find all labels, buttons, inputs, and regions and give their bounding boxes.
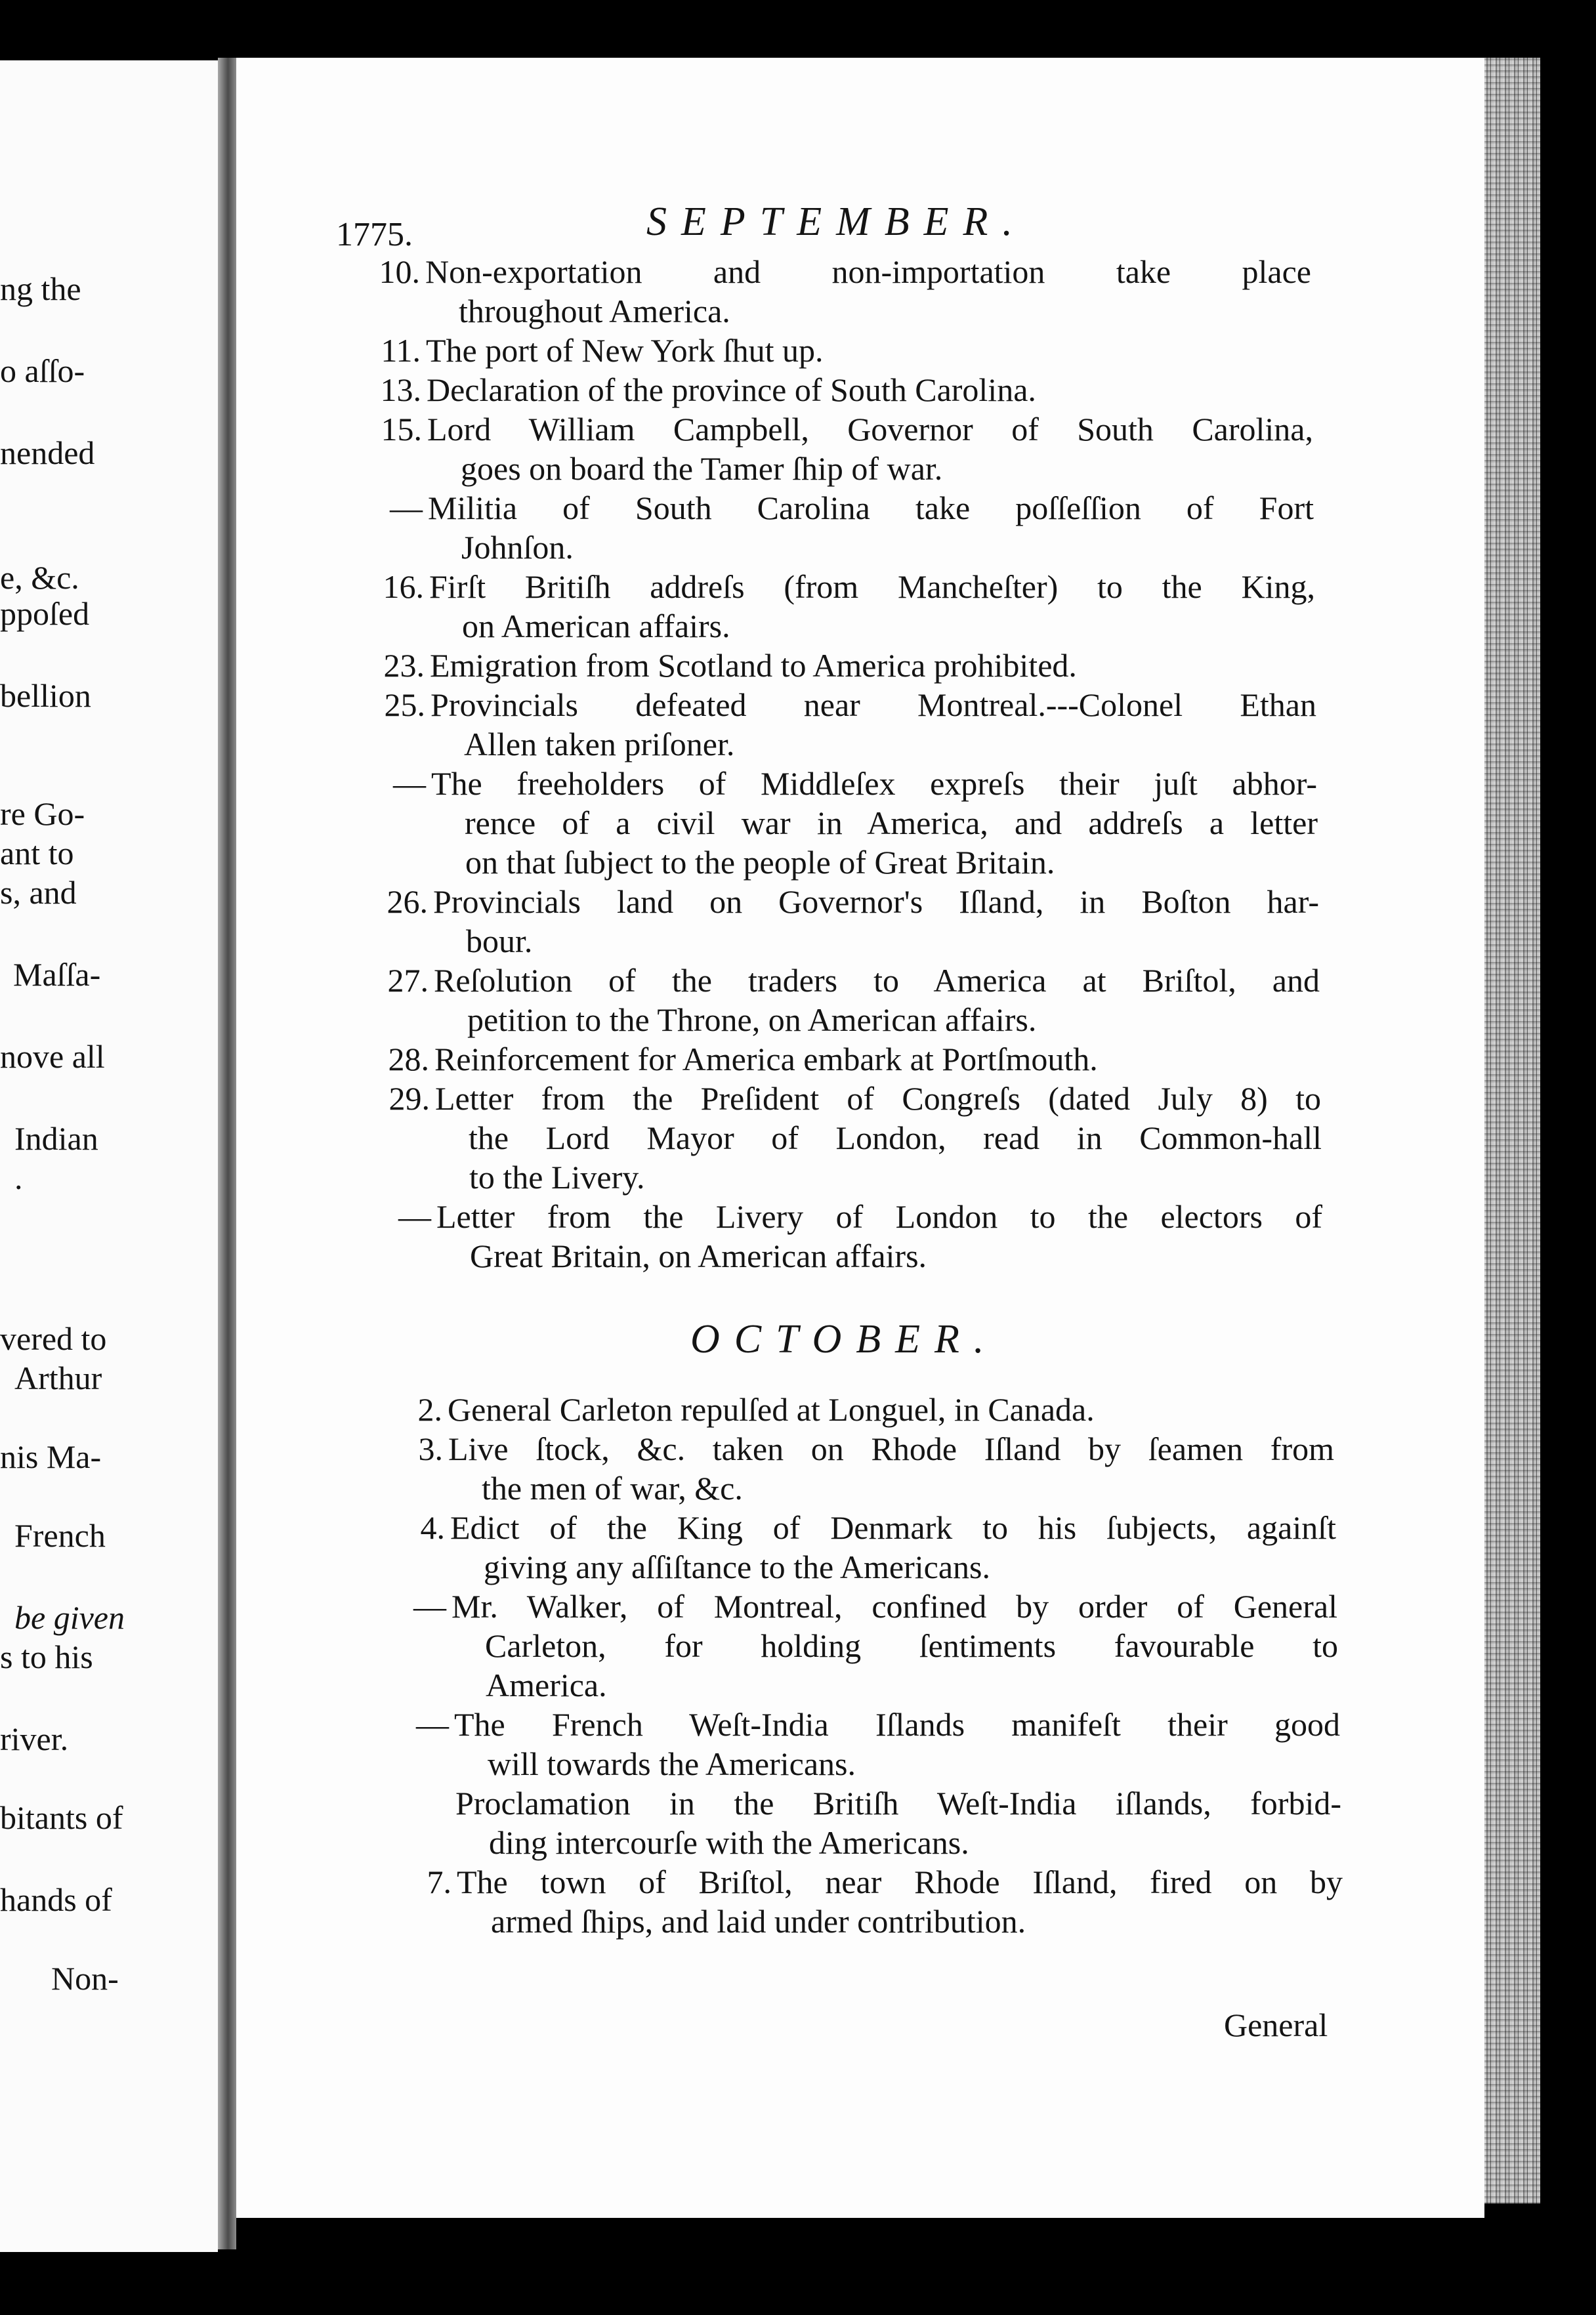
entry-text-line: on American affairs. (462, 608, 730, 644)
catchword: General (1224, 2007, 1328, 2043)
page-year: 1775. (336, 216, 413, 253)
entry-text-line: to the Livery. (469, 1159, 645, 1196)
entry-day: 28. (388, 1041, 429, 1077)
entry-day: — (416, 1706, 449, 1743)
left-page-fragment: Indian (14, 1120, 98, 1157)
page-edges (1484, 58, 1540, 2203)
entry-text-line: Allen taken priſoner. (464, 726, 735, 762)
left-page-fragment: . (14, 1159, 23, 1196)
entry-day: 11. (381, 332, 421, 369)
entry-text-line: Great Britain, on American affairs. (470, 1238, 927, 1274)
page-content (236, 58, 1484, 2218)
left-page-fragment: Maſſa- (13, 956, 101, 993)
entry-text-line: Live ſtock, &c. taken on Rhode Iſland by ſeamen from (448, 1430, 1334, 1467)
entry-text-line: Carleton, for holding ſentiments favourable to (485, 1627, 1338, 1664)
entry-text-line: General Carleton repulſed at Longuel, in Canada. (448, 1391, 1095, 1428)
entry-text-line: Letter from the Preſident of Congreſs (dated July 8) to (435, 1080, 1321, 1117)
left-page-fragment: bitants of (0, 1799, 123, 1836)
entry-text-line: Non-exportation and non-importation take place (425, 253, 1311, 290)
book-gutter (218, 58, 236, 2249)
left-page-fragment: o aſſo- (0, 352, 85, 389)
entry-text-line: Militia of South Carolina take poſſeſſion of Fort (428, 490, 1314, 526)
right-page (236, 58, 1484, 2218)
entry-text-line: armed ſhips, and laid under contribution. (491, 1903, 1026, 1940)
entry-day: 2. (417, 1391, 442, 1428)
entry-text-line: Reinforcement for America embark at Portſmouth. (434, 1041, 1098, 1077)
left-page-fragment: nis Ma- (0, 1438, 102, 1475)
left-page-fragment: hands of (0, 1881, 112, 1918)
left-page-fragment: s, and (0, 874, 77, 911)
entry-text-line: The town of Briſtol, near Rhode Iſland, fired on by (457, 1864, 1343, 1900)
left-page-fragment: ng the (0, 270, 81, 307)
left-page-fragment: French (14, 1517, 106, 1554)
entry-text-line: The port of New York ſhut up. (426, 332, 824, 369)
entry-text-line: Reſolution of the traders to America at Briſtol, and (434, 962, 1320, 999)
entry-day: 25. (384, 686, 425, 723)
entry-text-line: goes on board the Tamer ſhip of war. (461, 450, 943, 487)
entry-text-line: will towards the Americans. (488, 1745, 856, 1782)
entry-text-line: Declaration of the province of South Carolina. (427, 371, 1036, 408)
left-page-fragment: nove all (0, 1038, 105, 1075)
entry-day: 7. (427, 1864, 452, 1900)
entry-day: 15. (381, 411, 422, 448)
left-page-fragment: be given (14, 1599, 125, 1636)
entry-text-line: The French Weſt-India Iſlands manifeſt their good (454, 1706, 1340, 1743)
left-page-fragment: Non- (51, 1960, 119, 1997)
entry-text-line: Mr. Walker, of Montreal, confined by order of General (452, 1588, 1337, 1625)
entry-day: — (413, 1588, 446, 1625)
entry-text-line: petition to the Throne, on American affairs. (467, 1001, 1037, 1038)
entry-day: 10. (379, 253, 420, 290)
left-page-fragment: vered to (0, 1320, 107, 1357)
entry-day: 29. (388, 1080, 430, 1117)
entry-day: 13. (380, 371, 421, 408)
entry-text-line: bour. (466, 923, 533, 959)
entry-text-line: the Lord Mayor of London, read in Common-hall (469, 1119, 1322, 1156)
left-page-fragment: ppoſed (0, 595, 90, 632)
entry-text-line: ding intercourſe with the Americans. (489, 1824, 969, 1861)
entry-text-line: Provincials defeated near Montreal.---Colonel Ethan (430, 686, 1316, 723)
entry-text-line: throughout America. (459, 293, 730, 329)
entry-day: 16. (383, 568, 424, 605)
entry-day: — (393, 765, 426, 802)
left-page-fragment: ant to (0, 835, 74, 871)
entry-text-line: Emigration from Scotland to America prohibited. (430, 647, 1077, 684)
entry-text-line: Johnſon. (461, 529, 574, 566)
left-page (0, 60, 218, 2252)
entry-day: — (390, 490, 423, 526)
left-page-fragment: re Go- (0, 795, 85, 832)
entry-text-line: Letter from the Livery of London to the electors of (436, 1198, 1322, 1235)
entry-text-line: America. (486, 1667, 607, 1703)
left-page-fragment: e, &c. (0, 559, 79, 596)
entry-day: 27. (387, 962, 429, 999)
entry-text-line: Proclamation in the Britiſh Weſt-India iſlands, forbid- (455, 1785, 1341, 1822)
entry-day: 4. (420, 1509, 445, 1546)
left-page-fragment: nended (0, 434, 95, 471)
month-heading-september: SEPTEMBER. (646, 199, 1027, 244)
entry-text-line: Lord William Campbell, Governor of South Carolina, (427, 411, 1313, 448)
left-page-fragment: river. (0, 1721, 69, 1757)
month-heading-october: OCTOBER. (690, 1317, 999, 1362)
entry-day: 3. (418, 1430, 443, 1467)
entry-text-line: on that ſubject to the people of Great Britain. (465, 844, 1055, 881)
entry-text-line: Firſt Britiſh addreſs (from Mancheſter) to the King, (429, 568, 1315, 605)
entry-text-line: rence of a civil war in America, and addreſs a letter (465, 804, 1318, 841)
entry-text-line: The freeholders of Middleſex expreſs their juſt abhor- (431, 765, 1317, 802)
entry-text-line: Edict of the King of Denmark to his ſubjects, againſt (450, 1509, 1336, 1546)
left-page-fragment: Arthur (14, 1360, 102, 1396)
entry-day: — (398, 1198, 431, 1235)
entry-text-line: giving any aſſiſtance to the Americans. (484, 1549, 990, 1585)
entry-day: 23. (383, 647, 425, 684)
entry-day: 26. (387, 883, 428, 920)
entry-text-line: the men of war, &c. (482, 1470, 743, 1507)
left-page-fragment: s to his (0, 1638, 93, 1675)
entry-text-line: Provincials land on Governor's Iſland, in Boſton har- (433, 883, 1319, 920)
left-page-fragment: bellion (0, 677, 91, 714)
